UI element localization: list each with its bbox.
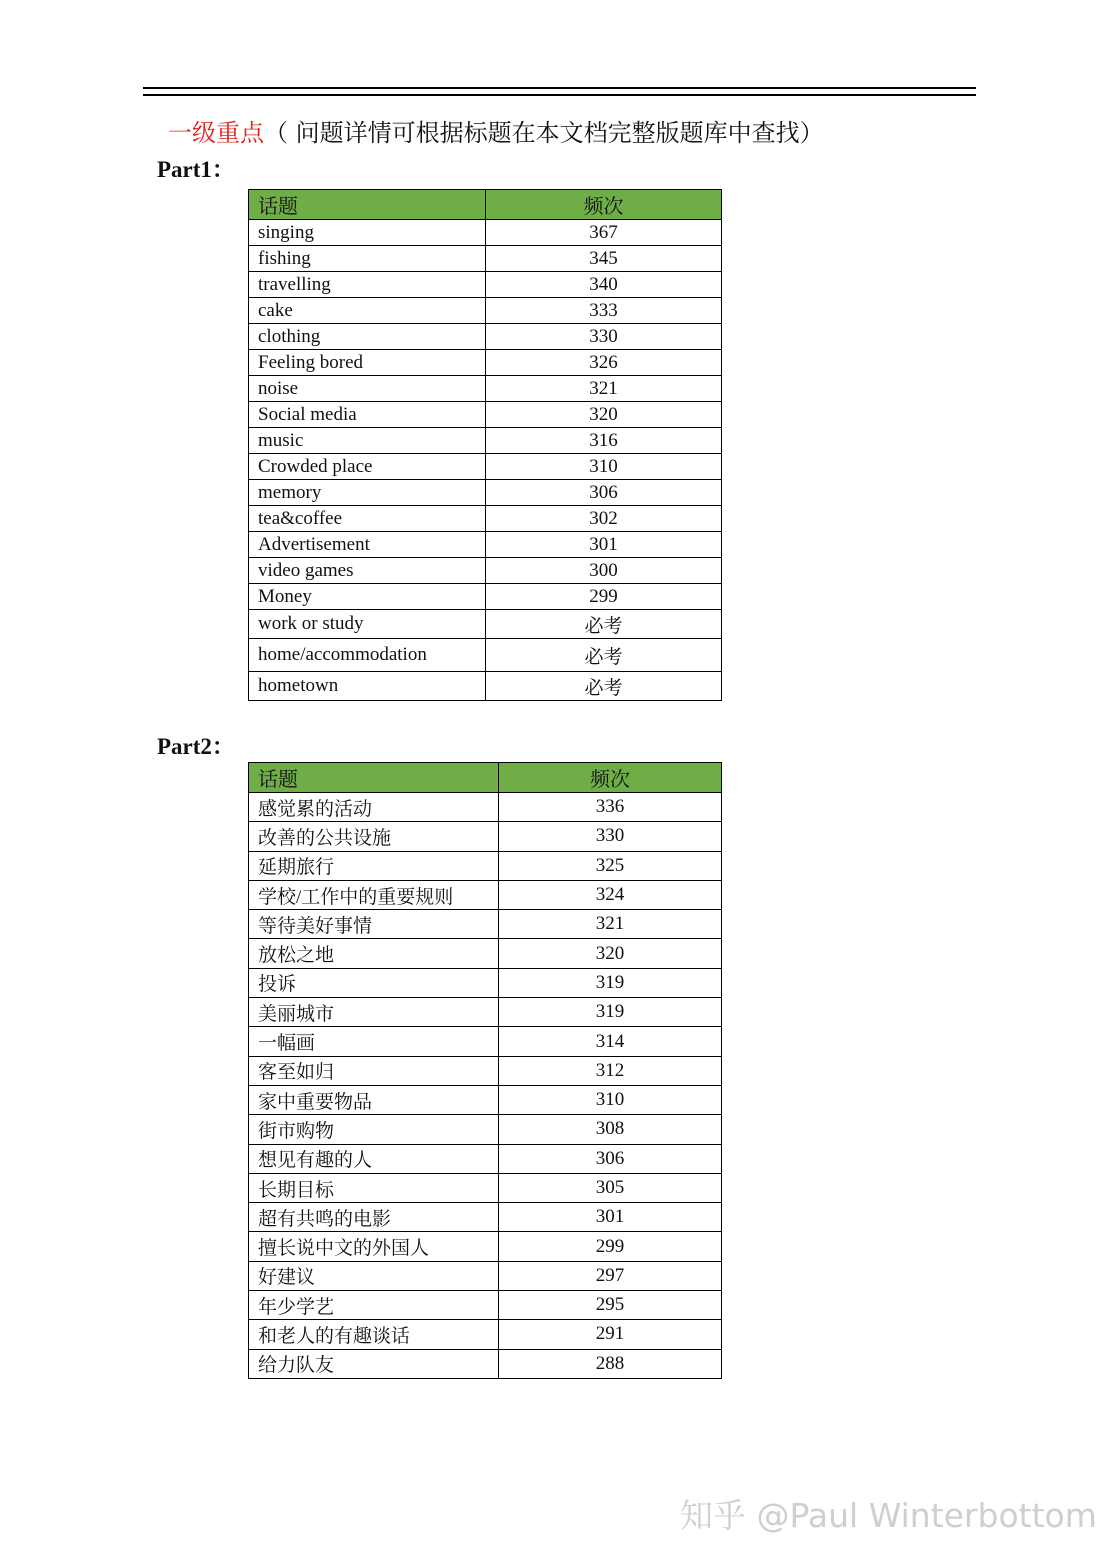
table-row: [249, 672, 722, 701]
table-row: [249, 324, 722, 350]
topic-cell: clothing: [249, 324, 486, 350]
frequency-cell: 340: [486, 272, 722, 298]
table-row: [249, 1056, 722, 1085]
topic-column-header: 话题: [249, 763, 499, 793]
frequency-cell: 305: [499, 1173, 722, 1202]
frequency-cell: 326: [486, 350, 722, 376]
table-row: [249, 1320, 722, 1349]
topic-cell: 年少学艺: [249, 1291, 499, 1320]
frequency-cell: 345: [486, 246, 722, 272]
table-row: [249, 880, 722, 909]
topic-cell: 投诉: [249, 968, 499, 997]
part2-table: [248, 762, 722, 1379]
table-row: [249, 1085, 722, 1114]
frequency-cell: 306: [486, 480, 722, 506]
table-row: [249, 939, 722, 968]
frequency-cell: 必考: [486, 639, 722, 672]
topic-column-header: 话题: [249, 190, 486, 220]
header-rule-top: [143, 87, 976, 89]
frequency-cell: 320: [499, 939, 722, 968]
topic-cell: 等待美好事情: [249, 910, 499, 939]
table-row: [249, 298, 722, 324]
table-row: [249, 558, 722, 584]
frequency-cell: 330: [486, 324, 722, 350]
frequency-cell: 288: [499, 1349, 722, 1378]
frequency-cell: 300: [486, 558, 722, 584]
header-rule-bottom: [143, 94, 976, 96]
frequency-cell: 301: [499, 1203, 722, 1232]
table-row: [249, 1144, 722, 1173]
table-row: [249, 910, 722, 939]
frequency-cell: 295: [499, 1291, 722, 1320]
topic-cell: 放松之地: [249, 939, 499, 968]
topic-cell: work or study: [249, 610, 486, 639]
frequency-cell: 314: [499, 1027, 722, 1056]
topic-cell: Social media: [249, 402, 486, 428]
part1-title: Part1：: [157, 157, 235, 182]
topic-cell: 学校/工作中的重要规则: [249, 880, 499, 909]
table-row: [249, 998, 722, 1027]
table-row: [249, 350, 722, 376]
topic-cell: 感觉累的活动: [249, 793, 499, 822]
frequency-cell: 310: [486, 454, 722, 480]
frequency-column-header: 频次: [486, 190, 722, 220]
frequency-cell: 324: [499, 880, 722, 909]
frequency-cell: 330: [499, 822, 722, 851]
table-row: [249, 1291, 722, 1320]
topic-cell: tea&coffee: [249, 506, 486, 532]
frequency-cell: 321: [486, 376, 722, 402]
topic-cell: 街市购物: [249, 1115, 499, 1144]
topic-cell: hometown: [249, 672, 486, 701]
topic-cell: 延期旅行: [249, 851, 499, 880]
watermark: 知乎 @Paul Winterbottom: [680, 1496, 1097, 1535]
topic-cell: video games: [249, 558, 486, 584]
topic-cell: 美丽城市: [249, 998, 499, 1027]
frequency-cell: 297: [499, 1261, 722, 1290]
topic-cell: 家中重要物品: [249, 1085, 499, 1114]
topic-cell: memory: [249, 480, 486, 506]
table-row: [249, 532, 722, 558]
frequency-cell: 301: [486, 532, 722, 558]
topic-cell: Crowded place: [249, 454, 486, 480]
frequency-cell: 319: [499, 968, 722, 997]
table-row: [249, 376, 722, 402]
frequency-cell: 320: [486, 402, 722, 428]
topic-cell: music: [249, 428, 486, 454]
topic-cell: home/accommodation: [249, 639, 486, 672]
table-row: [249, 1349, 722, 1378]
frequency-column-header: 频次: [499, 763, 722, 793]
part2-title: Part2：: [157, 734, 235, 759]
table-row: [249, 968, 722, 997]
topic-cell: singing: [249, 220, 486, 246]
table-row: [249, 428, 722, 454]
table-row: [249, 454, 722, 480]
frequency-cell: 316: [486, 428, 722, 454]
topic-cell: Feeling bored: [249, 350, 486, 376]
topic-cell: 超有共鸣的电影: [249, 1203, 499, 1232]
topic-cell: Advertisement: [249, 532, 486, 558]
topic-cell: cake: [249, 298, 486, 324]
table-header-row: [249, 763, 722, 793]
topic-cell: 长期目标: [249, 1173, 499, 1202]
topic-cell: 一幅画: [249, 1027, 499, 1056]
heading-note: （ 问题详情可根据标题在本文档完整版题库中查找）: [264, 119, 824, 147]
frequency-cell: 336: [499, 793, 722, 822]
heading-priority-label: 一级重点: [168, 119, 264, 147]
table-row: [249, 1232, 722, 1261]
topic-cell: 想见有趣的人: [249, 1144, 499, 1173]
table-row: [249, 822, 722, 851]
frequency-cell: 321: [499, 910, 722, 939]
topic-cell: noise: [249, 376, 486, 402]
topic-cell: 客至如归: [249, 1056, 499, 1085]
section-heading: [168, 116, 824, 150]
topic-cell: Money: [249, 584, 486, 610]
table-row: [249, 220, 722, 246]
topic-cell: fishing: [249, 246, 486, 272]
table-row: [249, 851, 722, 880]
frequency-cell: 必考: [486, 610, 722, 639]
frequency-cell: 333: [486, 298, 722, 324]
table-row: [249, 1173, 722, 1202]
topic-cell: 和老人的有趣谈话: [249, 1320, 499, 1349]
table-row: [249, 793, 722, 822]
table-row: [249, 584, 722, 610]
table-row: [249, 639, 722, 672]
topic-cell: 给力队友: [249, 1349, 499, 1378]
part1-table: [248, 189, 722, 701]
topic-cell: 擅长说中文的外国人: [249, 1232, 499, 1261]
frequency-cell: 291: [499, 1320, 722, 1349]
frequency-cell: 319: [499, 998, 722, 1027]
topic-cell: 好建议: [249, 1261, 499, 1290]
frequency-cell: 299: [486, 584, 722, 610]
frequency-cell: 312: [499, 1056, 722, 1085]
table-row: [249, 246, 722, 272]
topic-cell: 改善的公共设施: [249, 822, 499, 851]
table-row: [249, 272, 722, 298]
frequency-cell: 302: [486, 506, 722, 532]
table-row: [249, 1261, 722, 1290]
frequency-cell: 306: [499, 1144, 722, 1173]
table-row: [249, 402, 722, 428]
frequency-cell: 308: [499, 1115, 722, 1144]
frequency-cell: 310: [499, 1085, 722, 1114]
frequency-cell: 325: [499, 851, 722, 880]
table-row: [249, 480, 722, 506]
table-row: [249, 1027, 722, 1056]
table-header-row: [249, 190, 722, 220]
table-row: [249, 1203, 722, 1232]
frequency-cell: 299: [499, 1232, 722, 1261]
table-row: [249, 1115, 722, 1144]
frequency-cell: 367: [486, 220, 722, 246]
table-row: [249, 610, 722, 639]
table-row: [249, 506, 722, 532]
frequency-cell: 必考: [486, 672, 722, 701]
topic-cell: travelling: [249, 272, 486, 298]
